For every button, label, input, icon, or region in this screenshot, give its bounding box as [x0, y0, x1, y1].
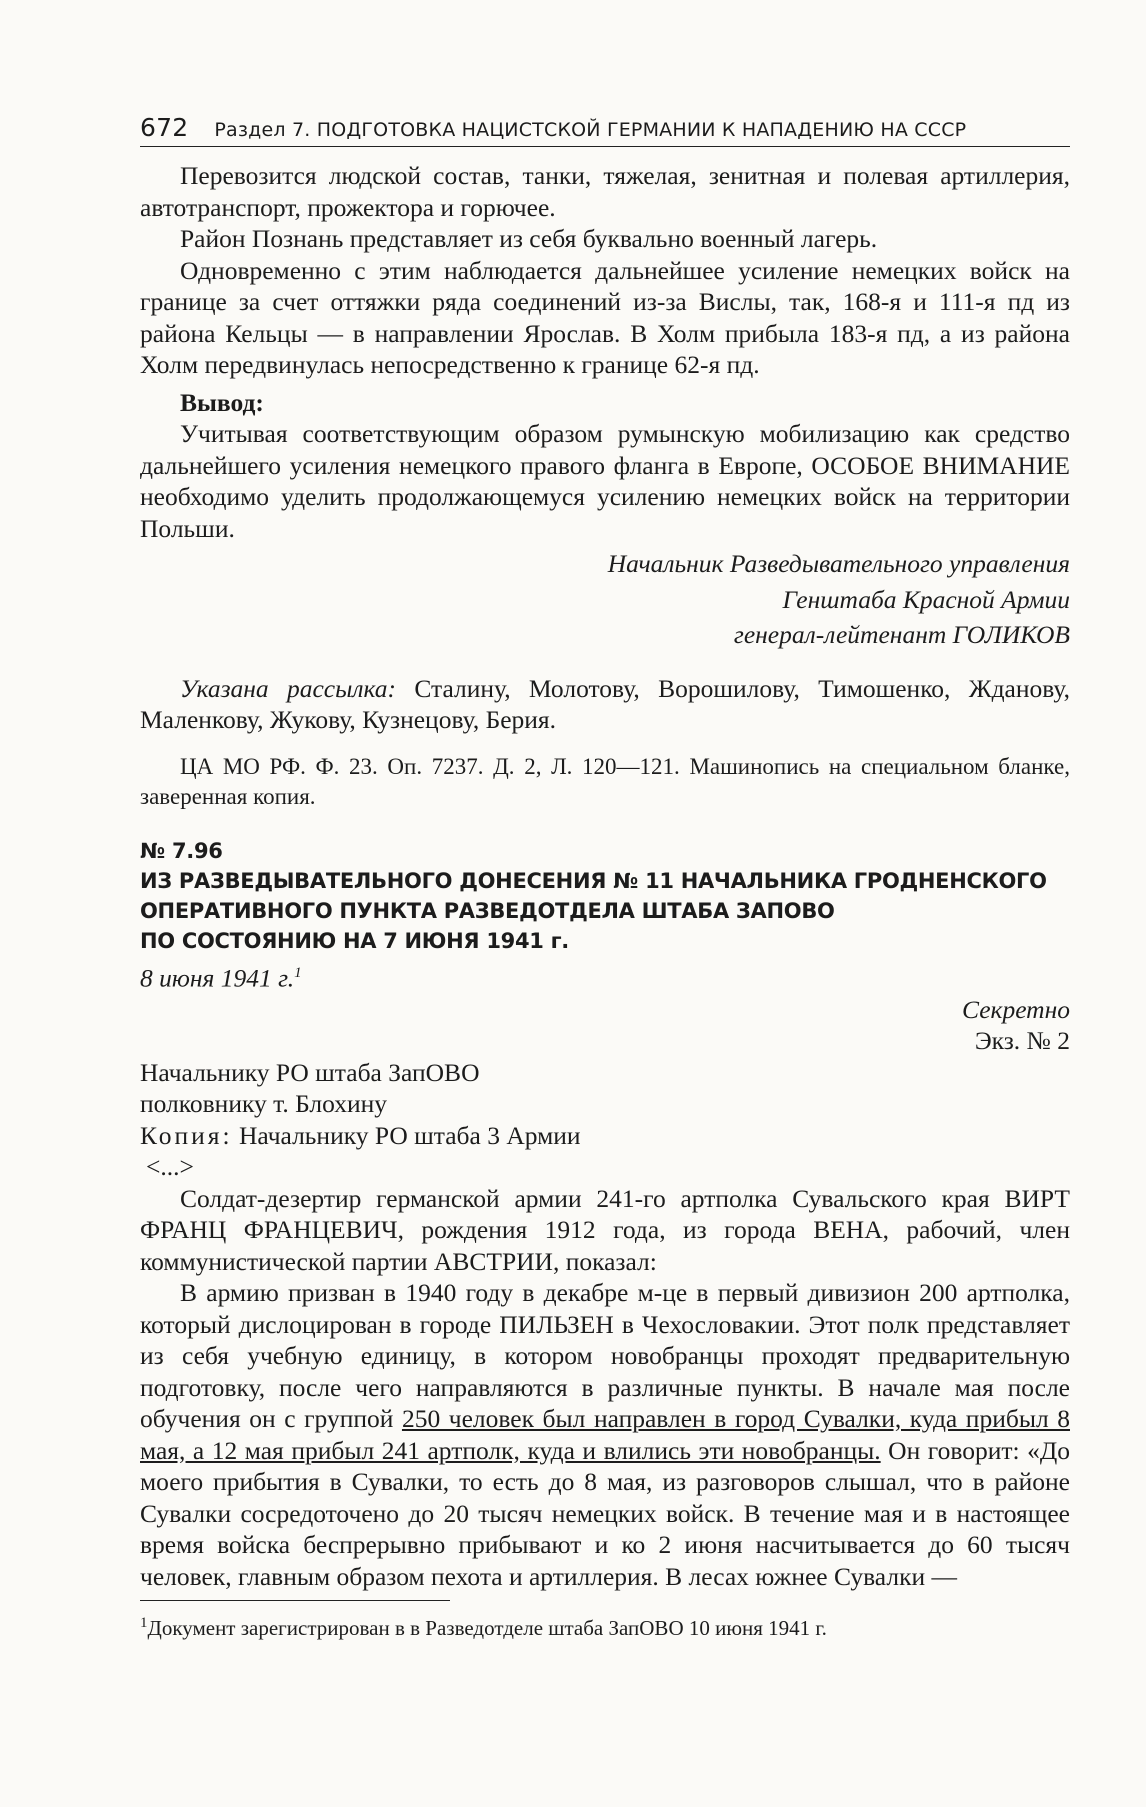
mailing-label: Указана рассылка: [180, 673, 397, 703]
conclusion-label: Вывод: [180, 387, 264, 417]
paragraph: Учитывая соответствующим образом румынскую мобилизацию как средство дальнейшего усиления немецкого правого фланга в Европе, ОСОБОЕ ВНИМАНИЕ необходимо уделить продолжающемуся усилению немецких войск на территории Польши. [140, 419, 1070, 543]
footnote: $^1$Документ зарегистрирован в в Разведотделе штаба ЗапОВО 10 июня 1941 г. [140, 1615, 827, 1640]
mailing-list [140, 673, 1070, 736]
page-body [140, 160, 1070, 1642]
underlined-text: 250 человек был направлен в город Сувалки, куда прибыл 8 мая, а 12 мая прибыл 241 артполк, куда и влились эти новобранцы. [140, 1404, 1070, 1465]
signature-line: Начальник Разведывательного управления [607, 549, 1070, 578]
footnote-mark: 1 [294, 964, 302, 981]
addressee: Начальнику РО штаба ЗапОВО [140, 1057, 480, 1087]
paragraph: Одновременно с этим наблюдается дальнейшее усиление немецких войск на границе за счет оттяжки ряда соединений из-за Вислы, так, 168-я и 111-я пд из района Кельцы — в направлении Ярослав. В Холм прибыла 183-я пд, а из района Холм передвинулась непосредственно к границе 62-я пд. [140, 255, 1070, 379]
addressee: полковнику т. Блохину [140, 1089, 388, 1118]
document-title-line: ПО СОСТОЯНИЮ НА 7 ИЮНЯ 1941 г. [140, 928, 569, 953]
page-number: 672 [140, 113, 189, 142]
copy-number: Экз. № 2 [974, 1026, 1070, 1055]
paragraph: Район Познань представляет из себя буквально военный лагерь. [180, 224, 878, 253]
paragraph: В армию призван в 1940 году в декабре м-це в первый дивизион 200 артполка, который дислоцирован в городе ПИЛЬЗЕН в Чехословакии. Этот полк представляет из себя учебную единицу, в котором новобранцы проходят предварительную подготовку, после чего направляются в различные пункты. В начале мая после обучения он с группой 250 человек был направлен в город Сувалки, куда прибыл 8 мая, а 12 мая прибыл 241 артполк, куда и влились эти новобранцы. Он говорит: «До моего прибытия в Сувалки, то есть до 8 мая, из разговоров слышал, что в районе Сувалки сосредоточено до 20 тысяч немецких войск. В течение мая и в настоящее время войска беспрерывно прибывают и ко 2 июня насчитывается до 60 тысяч человек, главным образом пехота и артиллерия. В лесах южнее Сувалки — [140, 1278, 1070, 1591]
section-title: Раздел 7. ПОДГОТОВКА НАЦИСТСКОЙ ГЕРМАНИИ К НАПАДЕНИЮ НА СССР [214, 119, 967, 141]
omission-mark: <...> [146, 1152, 194, 1181]
secrecy-mark: Секретно [962, 994, 1070, 1024]
document-title-line: ИЗ РАЗВЕДЫВАТЕЛЬНОГО ДОНЕСЕНИЯ № 11 НАЧАЛЬНИКА ГРОДНЕНСКОГО [140, 868, 1047, 893]
running-head [140, 113, 1070, 147]
document-title-line: ОПЕРАТИВНОГО ПУНКТА РАЗВЕДОТДЕЛА ШТАБА ЗАПОВО [140, 898, 835, 923]
paragraph: Солдат-дезертир германской армии 241-го артполка Сувальского края ВИРТ ФРАНЦ ФРАНЦЕВИЧ, рождения 1912 года, из города ВЕНА, рабочий, член коммунистической партии АВСТРИИ, показал: [140, 1183, 1070, 1276]
footnote-rule [140, 1600, 450, 1601]
document-number: № 7.96 [140, 838, 223, 863]
paragraph: Перевозится людской состав, танки, тяжелая, зенитная и полевая артиллерия, автотранспорт, прожектора и горючее. [140, 161, 1070, 222]
signature-line: генерал-лейтенант ГОЛИКОВ [733, 620, 1070, 649]
mailing-recipients: Сталину, Молотову, Ворошилову, Тимошенко, Жданову, Маленкову, Жукову, Кузнецову, Берия. [140, 673, 1070, 734]
copy-recipient: Копия: Начальнику РО штаба 3 Армии [140, 1120, 581, 1150]
document-date: 8 июня 1941 г.$^1$ [140, 963, 302, 992]
signature-line: Генштаба Красной Армии [782, 584, 1070, 614]
archive-reference: ЦА МО РФ. Ф. 23. Оп. 7237. Д. 2, Л. 120—121. Машинопись на специальном бланке, заверенная копия. [140, 753, 1070, 809]
